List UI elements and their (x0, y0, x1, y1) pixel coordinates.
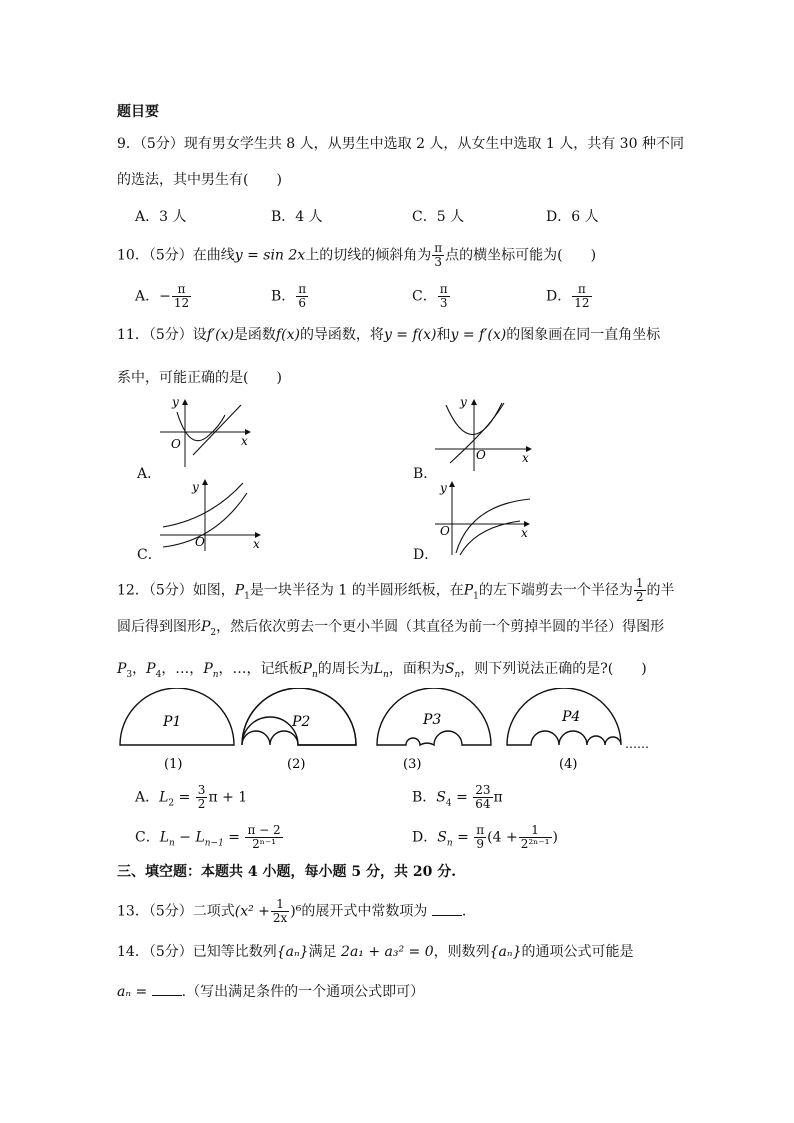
q11-fprime: f′(x) (206, 327, 234, 343)
q11-l1c: 的导函数，将 (299, 327, 384, 343)
q9-option-a: A．3 人 (135, 209, 187, 225)
q14-line2 (117, 983, 424, 1001)
q13-num: 1 (271, 898, 289, 912)
q14-l1b: 满足 (308, 944, 337, 960)
q12-half-fraction (634, 577, 646, 604)
q13-fraction (271, 898, 289, 925)
q10-b-num: π (298, 282, 307, 296)
q10-d-label: D． (546, 288, 572, 305)
q12-b-den: 64 (475, 797, 491, 811)
q13-prefix: 13．（5分）二项式 (117, 903, 235, 920)
section3-title: 三、填空题：本题共 4 小题，每小题 5 分，共 20 分. (117, 864, 457, 880)
q10-b-label: B． (271, 288, 296, 305)
q12-option-b: B．$S_4$ = $\frac{23}{64}$ π (412, 783, 503, 811)
q10-prefix: 10．（5分）在曲线 (117, 247, 235, 264)
q10-c-den: 3 (439, 296, 448, 310)
q12-option-a: A．$L_2$ = $\frac{3}{2}$ π + 1 (135, 783, 248, 811)
origin-label: O (476, 448, 486, 462)
origin-label: O (440, 524, 450, 538)
q12-c-lhs: L (159, 829, 170, 846)
q12-p3: P (117, 661, 127, 677)
curve-1 (163, 483, 243, 527)
q12-line1: 12．（5分）如图，$P_1$是一块半径为 1 的半圆形纸板，在$P_1$的左下端剪去一个半径为 $\frac{1}{2}$ 的半 (117, 576, 675, 604)
y-label: y (172, 395, 179, 409)
q10-stem (117, 242, 596, 269)
q12-b-sub: 4 (445, 798, 452, 809)
q12-half-den: 2 (635, 590, 644, 604)
q11-fx: f(x) (275, 327, 300, 343)
q12-d-lhs: S (437, 829, 447, 846)
q11-eq1: y = f(x) (383, 327, 437, 343)
q12-c-mid: − L (174, 829, 205, 846)
q12-l3e: ，则下列说法正确的是?( ) (460, 661, 647, 677)
q11-l1a: 11．（5分）设 (117, 327, 207, 343)
q12-l3d: ，面积为 (388, 661, 445, 677)
q12-d-sub: n (446, 838, 453, 849)
q13-suffix: 的展开式中常数项为 (301, 903, 428, 920)
q13-line (117, 898, 466, 925)
q12-b-num: 23 (475, 783, 491, 797)
q12-line2: 圆后得到图形$P_2$，然后依次剪去一个更小半圆（其直径为前一个剪掉半圆的半径）得图形 (117, 619, 665, 638)
q12-c-sub: n (169, 838, 175, 849)
q12-l1b: 是一块半径为 1 的半圆形纸板，在 (249, 582, 464, 599)
q13-answer-blank[interactable] (432, 903, 462, 916)
y-arrow (202, 479, 208, 485)
q12-a-label: A． (135, 789, 160, 806)
q12-d-den2: 2²ⁿ⁻¹ (520, 837, 550, 851)
q12-p2: P (201, 619, 211, 635)
q14-l1a: 14．（5分）已知等比数列 (117, 944, 277, 960)
q12-l3c: 的周长为 (317, 661, 374, 677)
q9-line2: 的选法，其中男生有( ) (117, 172, 282, 188)
q12-d-label: D． (412, 829, 438, 846)
q10-d-fraction (572, 283, 591, 310)
y-label: y (460, 395, 467, 409)
q12-p1a: P (234, 582, 245, 599)
q12-l1a: 12．（5分）如图， (117, 582, 235, 599)
fig-label-p1: P1 (163, 714, 182, 730)
q12-option-d: D．$S_n$ = $\frac{\pi}{9}$ (4 + $\frac{1}{\text{2²ⁿ⁻¹}}$ ) (412, 823, 558, 851)
q12-d-tail-a: (4 + (487, 829, 518, 846)
q11-l1b: 是函数 (233, 327, 276, 343)
q12-p4: P (146, 661, 156, 677)
q10-option-d (546, 283, 593, 310)
q11-graph-d (430, 475, 540, 560)
q10-angle-den: 3 (434, 255, 442, 269)
q14-l1d: 的通项公式可能是 (521, 944, 634, 960)
q13-expr-a: (x² + (234, 903, 270, 920)
q14-answer-blank[interactable] (152, 983, 182, 996)
fig-label-p3: P3 (423, 712, 442, 728)
q12-b-fraction (473, 784, 492, 811)
q10-a-sign: − (159, 288, 171, 305)
q9-option-d: D．6 人 (546, 209, 599, 225)
q10-angle-num: π (434, 241, 443, 255)
q12-b-tail: π (493, 789, 503, 806)
x-label: x (253, 537, 260, 551)
q11-eq2: y = f′(x) (450, 327, 507, 343)
q10-suffix: 点的横坐标可能为( ) (445, 247, 597, 264)
q10-a-fraction (172, 283, 191, 310)
q12-l2b: ，然后依次剪去一个更小半圆（其直径为前一个剪掉半圆的半径）得图形 (216, 619, 665, 635)
x-label: x (522, 451, 529, 465)
q14-l2b: .（写出满足条件的一个通项公式即可） (181, 984, 425, 1000)
q10-option-a (135, 283, 192, 310)
q12-b-lhs: S (436, 789, 446, 806)
fig-label-p2: P2 (292, 714, 311, 730)
q13-expr-b: )⁶ (290, 903, 302, 920)
q14-seq-b: {aₙ} (489, 944, 522, 960)
q10-curve: y = sin 2x (234, 247, 306, 264)
q10-c-label: C． (412, 288, 437, 305)
q12-l3a: ，…， (161, 661, 204, 677)
q12-d-den: 9 (476, 837, 485, 851)
q12-d-fraction2 (519, 824, 552, 851)
q13-den: 2x (272, 911, 288, 925)
q10-option-c (412, 283, 451, 310)
q11-line2: 系中，可能正确的是( ) (117, 370, 282, 386)
fig-caption-3: (3) (403, 757, 422, 772)
q14-l1c: ，则数列 (433, 944, 490, 960)
q11-graph-b (430, 395, 540, 475)
origin-label: O (195, 535, 205, 549)
y-arrow (471, 399, 477, 405)
q12-l1d: 的半 (646, 582, 675, 599)
y-arrow (449, 481, 455, 487)
q12-line3: $P_3$，$P_4$，…，$P_n$，…，记纸板$P_n$的周长为$L_n$，面积为$S_n$，则下列说法正确的是?( ) (117, 661, 647, 680)
q9-option-b: B．4 人 (271, 209, 323, 225)
section-title: 题目要 (117, 104, 159, 120)
q10-b-fraction (296, 283, 308, 310)
q14-cond: 2a₁ + a₃² = 0 (341, 944, 434, 960)
q12-pn: P (203, 661, 213, 677)
fig-ellipsis: …… (625, 737, 649, 751)
q11-label-b: B． (413, 466, 438, 482)
q12-c-fraction (245, 824, 282, 851)
curve-1 (177, 412, 225, 441)
q12-c-num: π − 2 (247, 823, 281, 837)
q12-a-den: 2 (197, 797, 206, 811)
q9-line1: 9．（5分）现有男女学生共 8 人，从男生中选取 2 人，从女生中选取 1 人，共有 30 种不同 (117, 136, 684, 152)
q12-d-num: π (476, 823, 485, 837)
q14-l2a: aₙ = (117, 984, 148, 1000)
q12-figures (115, 688, 675, 773)
q11-label-d: D． (413, 547, 439, 563)
q12-l3b: ，…，记纸板 (218, 661, 303, 677)
q10-b-den: 6 (298, 296, 307, 310)
q11-l1d: 和 (436, 327, 451, 343)
q12-a-lhs: L (159, 789, 169, 806)
q14-seq-a: {aₙ} (276, 944, 309, 960)
q11-line1 (117, 326, 660, 344)
q10-c-fraction (438, 283, 450, 310)
q14-line1 (117, 943, 633, 961)
fig-caption-4: (4) (559, 757, 578, 772)
q11-label-c: C． (137, 547, 162, 563)
q10-option-b (271, 283, 309, 310)
q12-p1b: P (463, 582, 474, 599)
q10-mid: 上的切线的倾斜角为 (305, 247, 432, 264)
x-label: x (521, 526, 528, 540)
q10-angle-fraction (432, 242, 444, 269)
q10-d-den: 12 (574, 296, 590, 310)
q12-a-fraction (196, 784, 208, 811)
q12-ln: L (373, 661, 384, 677)
fig-label-p4: P4 (562, 709, 581, 725)
y-label: y (192, 480, 199, 494)
q12-b-label: B． (412, 789, 437, 806)
q12-d-tail-b: ) (552, 829, 558, 846)
q12-a-num: 3 (197, 783, 206, 797)
q10-c-num: π (439, 282, 448, 296)
q10-a-den: 12 (173, 296, 190, 310)
fig-caption-1: (1) (164, 757, 183, 772)
q12-a-tail: π + 1 (208, 789, 248, 806)
q12-c-den: 2ⁿ⁻¹ (252, 837, 277, 851)
q12-half-num: 1 (635, 576, 644, 590)
q12-option-c: C．$L_n - L_{n-1}$ = $\frac{\pi - 2}{\text{2ⁿ⁻¹}}$ (135, 823, 281, 851)
q12-a-sub: 2 (168, 798, 175, 809)
q12-pn2: P (302, 661, 312, 677)
q12-d-num2: 1 (519, 824, 552, 838)
q12-c-sub2: n−1 (204, 838, 224, 849)
q12-c-label: C． (135, 829, 160, 846)
q11-graph-c (155, 475, 270, 555)
q11-graph-a (155, 395, 255, 475)
q12-d-fraction (474, 824, 486, 851)
origin-label: O (171, 437, 181, 451)
q9-option-c: C．5 人 (412, 209, 465, 225)
x-label: x (241, 434, 248, 448)
y-arrow (182, 399, 188, 405)
q11-label-a: A． (137, 466, 162, 482)
q12-l2a: 圆后得到图形 (117, 619, 201, 635)
q13-end: . (461, 903, 467, 920)
q10-d-num: π (572, 283, 591, 297)
q10-a-num: π (172, 283, 191, 297)
q11-l1e: 的图象画在同一直角坐标 (506, 327, 661, 343)
q10-a-label: A． (135, 288, 160, 305)
y-label: y (440, 481, 447, 495)
q12-l1c: 的左下端剪去一个半径为 (478, 582, 633, 599)
q12-sn: S (444, 661, 455, 677)
curve-2 (460, 521, 520, 555)
curve-2 (193, 405, 241, 455)
fig-caption-2: (2) (287, 757, 306, 772)
